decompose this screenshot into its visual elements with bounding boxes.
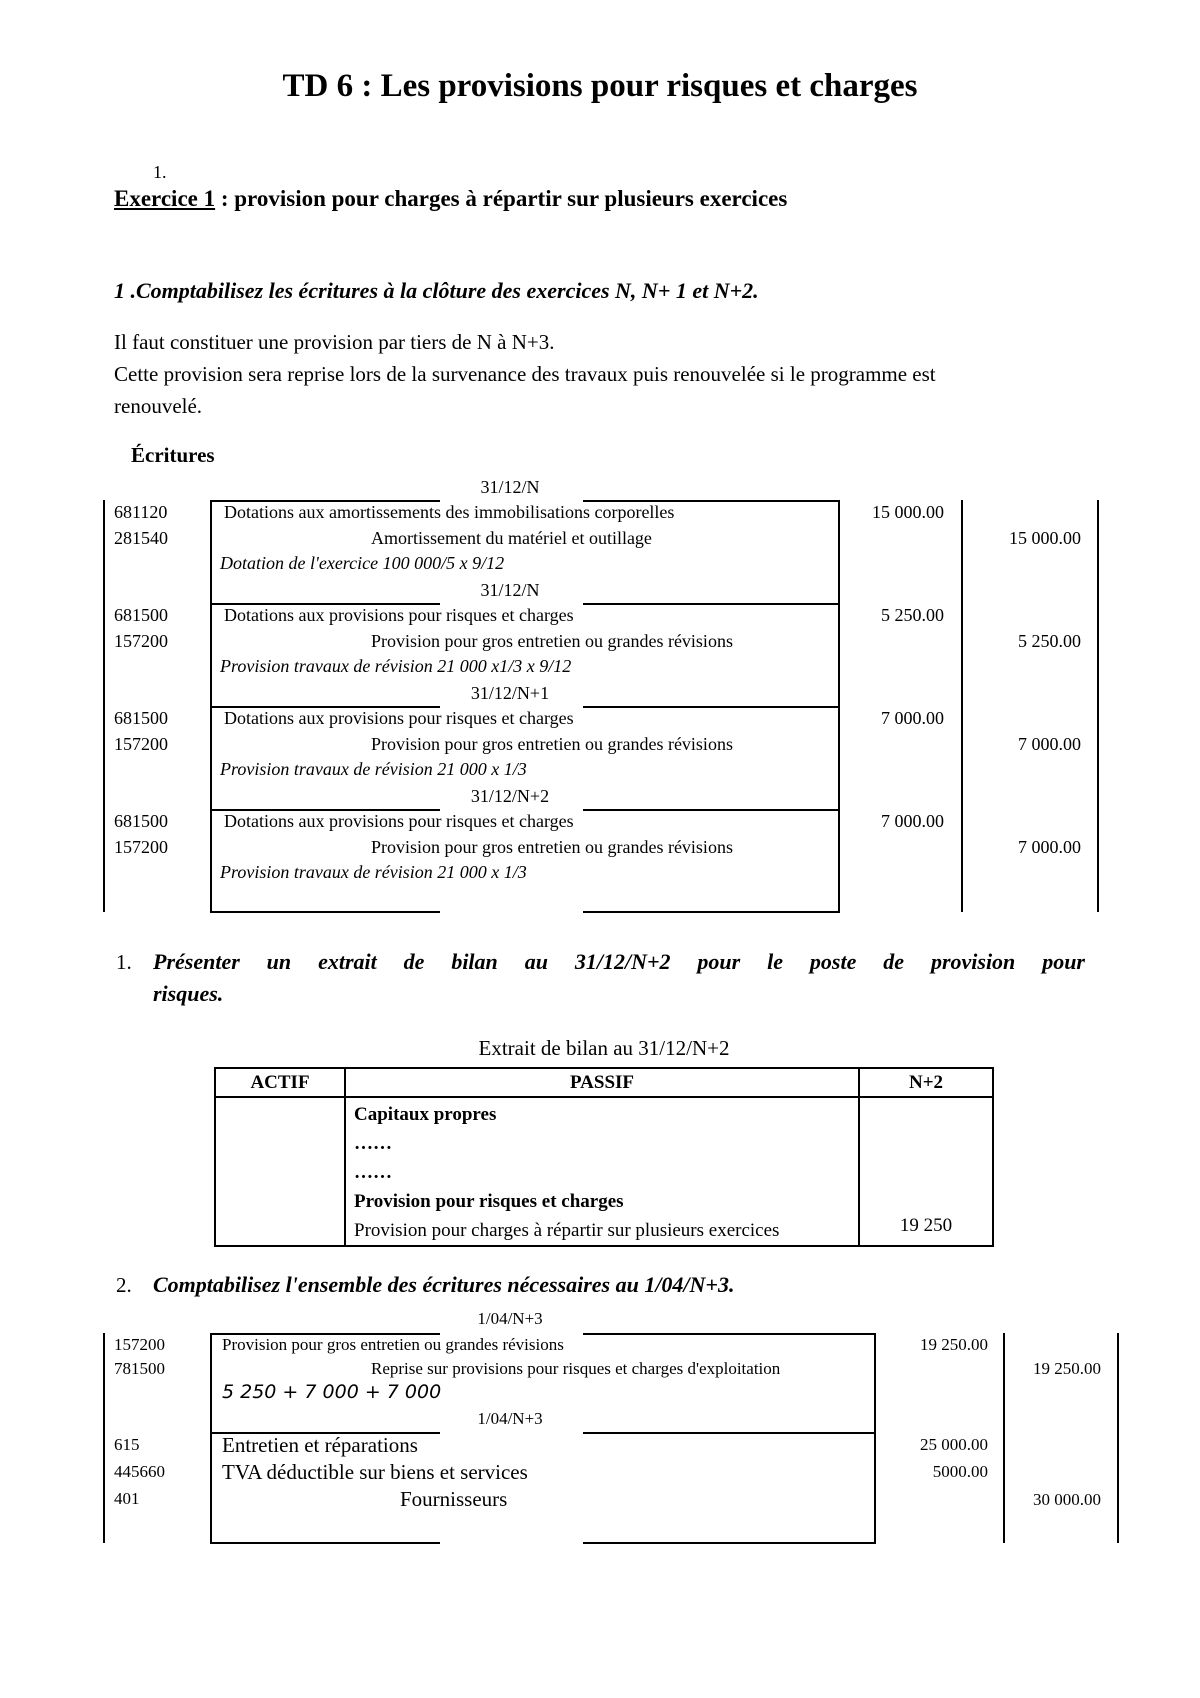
journal-1-entry-3-label-2: Provision pour gros entretien ou grandes révisions [371,734,733,754]
journal-1-entry-2-account-2: 157200 [114,631,168,651]
journal-1-entry-4-account-2: 157200 [114,837,168,857]
journal-2-entry-1-debit-1: 19 250.00 [920,1335,988,1354]
exercise-title: : provision pour charges à répartir sur plusieurs exercices [215,186,788,211]
journal-2-entry-1-label-2: Reprise sur provisions pour risques et charges d'exploitation [371,1359,781,1378]
journal-2-bottom-rule-b [583,1542,876,1544]
bilan-dots-2: …… [354,1162,392,1183]
bilan-dots-1: …… [354,1133,392,1154]
journal-1-entry-4-note: Provision travaux de révision 21 000 x 1/3 [220,862,527,882]
journal-1-entry-1-credit-2: 15 000.00 [1009,528,1081,548]
exercise-label: Exercice 1 [114,186,216,211]
journal-2-entry-2-rule-b [583,1432,876,1434]
journal-1-entry-4-credit-2: 7 000.00 [1018,837,1081,857]
journal-2-entry-2-date: 1/04/N+3 [477,1409,543,1428]
journal-1-entry-3-rule-b [583,706,840,708]
journal-2-entry-1-note: 5 250 + 7 000 + 7 000 [222,1381,442,1403]
journal-1-entry-4-date: 31/12/N+2 [470,786,550,806]
journal-1-entry-1-label-2: Amortissement du matériel et outillage [371,528,652,548]
journal-2-rule-right [1117,1333,1119,1543]
journal-1-entry-2-rule-b [583,603,840,605]
journal-2-entry-2-label-1: Entretien et réparations [222,1433,418,1457]
journal-2-rule-label-left [210,1333,212,1543]
journal-2-entry-2-debit-2: 5000.00 [932,1462,988,1481]
journal-2-entry-1-date: 1/04/N+3 [477,1309,543,1328]
exercise-heading [114,186,787,212]
journal-1-entry-2-label-1: Dotations aux provisions pour risques et charges [224,605,574,625]
journal-2-entry-2-account-2: 445660 [114,1462,165,1481]
journal-1-entry-3-account-2: 157200 [114,734,168,754]
bilan-provision-heading: Provision pour risques et charges [354,1191,624,1212]
journal-1-bottom-rule-a [210,911,440,913]
ecritures-heading: Écritures [131,443,215,467]
question-3-number: 2. [116,1273,132,1297]
journal-2-entry-2-credit-3: 30 000.00 [1033,1490,1101,1509]
journal-2-rule-left [103,1333,105,1543]
journal-1-bottom-rule-b [583,911,840,913]
bilan-body-row [215,1097,993,1246]
journal-1-entry-3-note: Provision travaux de révision 21 000 x 1/3 [220,759,527,779]
journal-1-entry-2-credit-2: 5 250.00 [1018,631,1081,651]
bilan-value: 19 250 [899,1215,953,1236]
journal-1-entry-2-label-2: Provision pour gros entretien ou grandes révisions [371,631,733,651]
journal-1-entry-4-debit-1: 7 000.00 [881,811,944,831]
bilan-capitaux-propres: Capitaux propres [354,1104,497,1125]
bilan-provision-detail: Provision pour charges à répartir sur plusieurs exercices [354,1220,780,1241]
journal-2-entry-2-label-2: TVA déductible sur biens et services [222,1460,528,1484]
list-marker: 1. [153,162,167,182]
journal-1-entry-4-label-1: Dotations aux provisions pour risques et charges [224,811,574,831]
journal-2-entry-2-account-1: 615 [114,1435,140,1454]
journal-1-rule-right [1097,500,1099,912]
page-title: TD 6 : Les provisions pour risques et charges [282,68,918,104]
journal-1-entry-3-label-1: Dotations aux provisions pour risques et charges [224,708,574,728]
bilan-actif-cell [215,1097,345,1246]
journal-1-entry-1-note: Dotation de l'exercice 100 000/5 x 9/12 [220,553,505,573]
journal-1-entry-2-account-1: 681500 [114,605,168,625]
bilan-header-passif: PASSIF [345,1068,859,1097]
bilan-table [214,1067,994,1247]
journal-1-entry-3-account-1: 681500 [114,708,168,728]
paragraph-1: Il faut constituer une provision par tiers de N à N+3. [114,330,555,354]
question-2-number: 1. [116,950,132,974]
journal-1-entry-1-debit-1: 15 000.00 [872,502,944,522]
bilan-header-row [215,1068,993,1097]
journal-2-entry-1-account-1: 157200 [114,1335,165,1354]
journal-2-entry-2-debit-1: 25 000.00 [920,1435,988,1454]
journal-1-entry-1-label-1: Dotations aux amortissements des immobilisations corporelles [224,502,675,522]
journal-1-entry-2-note: Provision travaux de révision 21 000 x1/3 x 9/12 [220,656,572,676]
question-1: 1 .Comptabilisez les écritures à la clôture des exercices N, N+ 1 et N+2. [114,278,759,303]
journal-1-entry-3-debit-1: 7 000.00 [881,708,944,728]
journal-1-entry-3-date: 31/12/N+1 [470,683,550,703]
journal-2-entry-1-credit-2: 19 250.00 [1033,1359,1101,1378]
bilan-caption: Extrait de bilan au 31/12/N+2 [478,1036,730,1060]
journal-1-entry-2-debit-1: 5 250.00 [881,605,944,625]
journal-1-rule-left [103,500,105,912]
bilan-header-actif: ACTIF [215,1068,345,1097]
journal-1-entry-4-account-1: 681500 [114,811,168,831]
journal-2-entry-1-rule-b [583,1333,876,1335]
question-3-text: Comptabilisez l'ensemble des écritures nécessaires au 1/04/N+3. [153,1272,735,1297]
journal-1-entry-3-credit-2: 7 000.00 [1018,734,1081,754]
journal-1-entry-4-label-2: Provision pour gros entretien ou grandes révisions [371,837,733,857]
paragraph-2b: renouvelé. [114,394,203,418]
bilan-header-n2: N+2 [859,1068,993,1097]
question-2-line-1: Présenter un extrait de bilan au 31/12/N+2 pour le poste de provision pour [153,949,1085,974]
journal-2-entry-2-account-3: 401 [114,1489,140,1508]
bilan-value-cell [859,1097,993,1246]
journal-2-entry-1-account-2: 781500 [114,1359,165,1378]
bilan-passif-cell [345,1097,859,1246]
question-2-line-2: risques. [153,981,224,1006]
journal-1-entry-1-account-1: 681120 [114,502,168,522]
journal-1-entry-1-account-2: 281540 [114,528,168,548]
journal-1-entry-2-date: 31/12/N [480,580,540,600]
journal-1-entry-4-rule-b [583,809,840,811]
journal-2-entry-1-label-1: Provision pour gros entretien ou grandes révisions [222,1335,564,1354]
journal-2-entry-2-label-3: Fournisseurs [400,1487,508,1511]
journal-1-entry-1-date: 31/12/N [480,477,540,497]
journal-2-bottom-rule-a [210,1542,440,1544]
paragraph-2a: Cette provision sera reprise lors de la survenance des travaux puis renouvelée si le programme est [114,362,936,386]
